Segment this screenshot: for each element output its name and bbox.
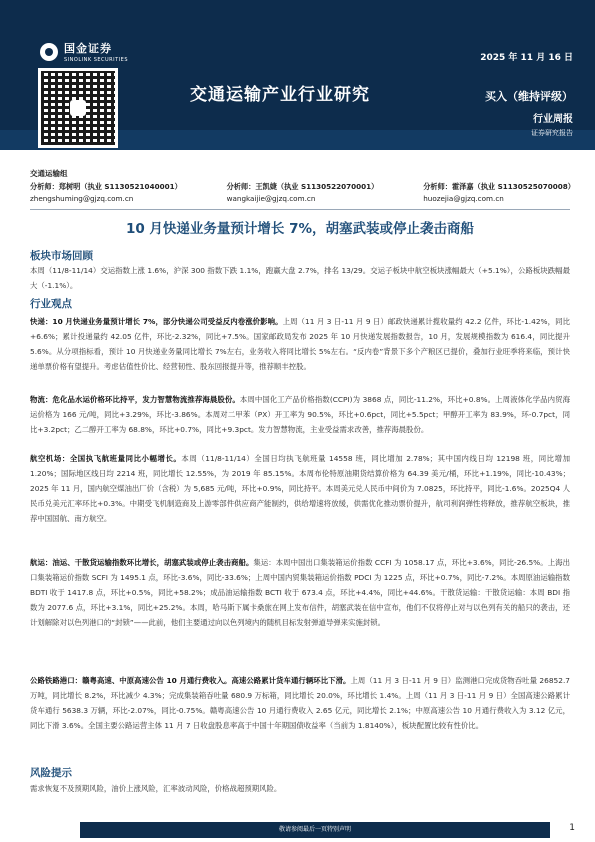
footer-disclaimer[interactable]: 敬请参阅最后一页特别声明 xyxy=(80,822,550,838)
rating-label: 买入（维持评级） xyxy=(485,90,573,103)
analyst-2 xyxy=(227,181,379,205)
report-subtype: 证券研究报告 xyxy=(531,129,573,137)
paragraph-highway xyxy=(30,673,570,733)
section-title-risk: 风险提示 xyxy=(30,767,72,779)
analyst-3 xyxy=(423,181,575,205)
paragraph-body: 上周（11 月 3 日-11 月 9 日）邮政快递累计揽收量约 42.2 亿件，环比-1.42%，同比+6.6%；累计投递量约 42.05 亿件，环比-2.32%，同比+7.5%。国家邮政局发布 2025 年 10 月快递发展指数报告，10 月，发展规模指数为 616.4，同比提升 5.6%。从分项指标看，预计 10 月快递业务量同比增长 7%左右，业务收入将同比增长 5%左右。“反内卷”背景下多个产粮区已提价，叠加行业旺季将来临，预计快递单票价格有望提升。考虑估值性价比、经营韧性、股东回报提升等，推荐顺丰控股。 xyxy=(30,317,571,371)
qr-center-mark xyxy=(70,100,86,116)
paragraph-lead: 物流：危化品水运价格环比持平，发力智慧物流推荐海晨股份。 xyxy=(30,395,240,404)
analyst-1 xyxy=(30,181,182,205)
analyst-email[interactable]: zhengshuming@gjzq.com.cn xyxy=(30,194,134,203)
logo-mark-icon xyxy=(40,43,58,61)
paragraph-body: 本周中国化工产品价格指数(CCPI)为 3868 点，同比-11.2%，环比+0.8%。上周液体化学品内贸海运价格为 166 元/吨，同比+3.29%，环比-3.86%。本周对二甲苯（PX）开工率为 90.5%，环比+0.6pct，同比+5.5pct；甲醇开工率为 83.9%，环-0.7pct，同比+3.2pct；乙二醇开工率为 68.8%，环比+0.7%，同比+9.3pct。发力智慧物流，主业受益需求改善，推荐海晨股份。 xyxy=(30,395,570,434)
analyst-line: 分析师：郑树明（执业 S1130521040001） xyxy=(30,182,182,191)
paragraph-lead: 公路铁路港口：赣粤高速、中原高速公告 10 月通行费收入。高速公路累计货车通行辆环比下滑。 xyxy=(30,676,351,685)
report-date: 2025 年 11 月 16 日 xyxy=(480,53,573,63)
page-number: 1 xyxy=(569,823,575,833)
paragraph-body: 集运：本周中国出口集装箱运价指数 CCFI 为 1058.17 点，环比+3.6%，同比-26.5%。上海出口集装箱运价指数 SCFI 为 1495.1 点，环比-3.6%，同比-33.6%；上周中国内贸集装箱运价指数 PDCI 为 1225 点，环比+0.7%，同比-7.2%。本周原油运输指数 BDTI 收于 1417.8 点，环比+0.5%，同比+58.2%；成品油运输指数 BCTI 收于 673.4 点，环比+4.4%，同比+44.6%。干散货运输：干散货运输：本周 BDI 指数为 2077.6 点，环比+3.1%，同比+25.2%。本周，哈马斯下属卡桑旅在网上发布信件，胡塞武装在信中宣布，他们不仅将停止对与以色列有关的船只的袭击，还计划解除对以色列港口的“封锁”——此前，他们主要通过向以色列境内的随机目标发射弹道导弹来实施封锁。 xyxy=(30,558,570,627)
headline: 10 月快递业务量预计增长 7%，胡塞武装或停止袭击商船 xyxy=(125,221,475,237)
logo-name-en: SINOLINK SECURITIES xyxy=(64,57,128,63)
company-logo xyxy=(40,40,128,63)
divider xyxy=(30,209,570,210)
analyst-line: 分析师：王凯婕（执业 S1130522070001） xyxy=(226,182,379,191)
paragraph-logistics xyxy=(30,392,570,437)
analyst-line: 分析师：霍泽嘉（执业 S1130525070008） xyxy=(423,182,575,191)
paragraph-lead: 航运：油运、干散货运输指数环比增长，胡塞武装或停止袭击商船。 xyxy=(30,558,254,567)
paragraph-express xyxy=(30,314,570,374)
paragraph-shipping xyxy=(30,555,570,630)
risk-text: 需求恢复不及预期风险，油价上涨风险，汇率波动风险，价格战超预期风险。 xyxy=(30,784,282,793)
header-banner xyxy=(0,0,595,150)
section-title-view: 行业观点 xyxy=(30,298,72,310)
paragraph-aviation xyxy=(30,451,570,526)
paragraph-body: 本周（11/8-11/14）全国日均执飞航班量 14558 班，同比增加 2.78%；其中国内线日均 12198 班，同比增加 1.20%；国际地区线日均 2214 班，同比增长 12.55%，为 2019 年 85.15%。本周布伦特原油期货结算价格为 64.39 美元/桶，环比+1.19%，同比-10.43%；2025 年 11 月，国内航空煤油出厂价（含税）为 5,685 元/吨，环比+0.9%，同比持平。本周美元兑人民币中间价为 7.0825，环比持平，同比-1.6%。2025Q4 人民币兑美元汇率环比+0.3%。中期受飞机制造商及上游零部件供应商产能制约，供给增速将放缓，供需优化推动票价提升，航司利润弹性将释放，推荐航空板块，推荐中国国航、南方航空。 xyxy=(30,454,570,523)
market-review-text: 本周（11/8-11/14）交运指数上涨 1.6%，沪深 300 指数下跌 1.1%，跑赢大盘 2.7%，排名 13/29。交运子板块中航空板块涨幅最大（+5.1%），公路板块跌幅最大（-1.1%）。 xyxy=(30,266,570,290)
paragraph-lead: 航空机场：全国执飞航班量同比小幅增长。 xyxy=(30,454,182,463)
analyst-list xyxy=(30,181,575,205)
report-type: 行业周报 xyxy=(533,114,573,125)
logo-name: 国金证券 xyxy=(64,42,112,55)
paragraph-lead: 快递：10 月快递业务量预计增长 7%，部分快递公司受益反内卷涨价影响。 xyxy=(30,317,283,326)
paragraph-body: 上周（11 月 3 日-11 月 9 日）监测港口完成货物吞吐量 26852.7 万吨，同比增长 8.2%，环比减少 4.3%；完成集装箱吞吐量 680.9 万标箱，同比增长 20.0%，环比增长 1.4%。上周（11 月 3 日-11 月 9 日）全国高速公路累计货车通行 5638.3 万辆，环比-2.07%，同比-0.75%。赣粤高速公告 10 月通行费收入 2.65 亿元，同比增长 2.1%；中原高速公告 10 月通行费收入为 3.12 亿元，同比下滑 3.6%。全国主要公路运营主体 11 月 7 日收盘股息率高于中国十年期国债收益率（当前为 1.8140%），板块配置比较有性价比。 xyxy=(30,676,570,730)
team-name: 交通运输组 xyxy=(30,169,68,178)
section-title-market: 板块市场回顾 xyxy=(30,250,93,262)
analyst-email[interactable]: wangkaijie@gjzq.com.cn xyxy=(226,194,316,203)
report-title: 交通运输产业行业研究 xyxy=(190,85,370,105)
analyst-email[interactable]: huozejia@gjzq.com.cn xyxy=(423,194,504,203)
